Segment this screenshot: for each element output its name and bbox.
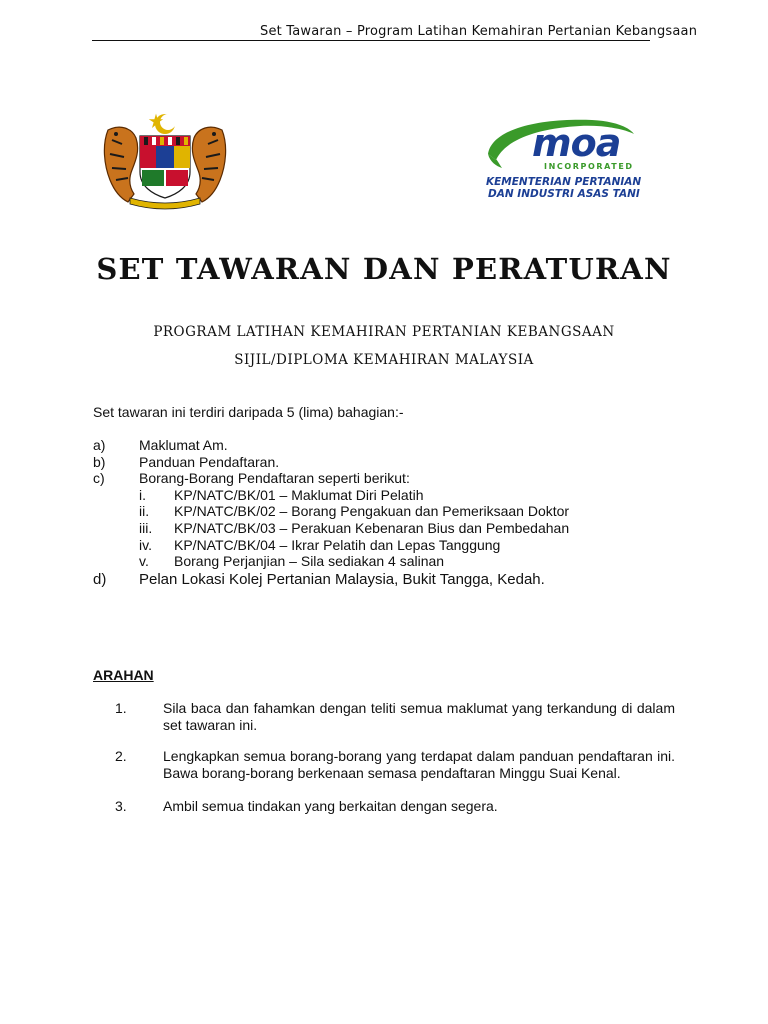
list-item-text: Maklumat Am. xyxy=(139,437,228,453)
form-marker: ii. xyxy=(139,503,150,520)
form-marker: iii. xyxy=(139,519,153,536)
form-marker: i. xyxy=(139,486,146,503)
intro-text: Set tawaran ini terdiri daripada 5 (lima) bahagian:- xyxy=(93,404,404,420)
moa-ministry-line-1: KEMENTERIAN PERTANIAN xyxy=(486,176,642,188)
moa-incorporated-logo xyxy=(482,116,642,202)
list-marker: b) xyxy=(93,453,106,470)
malaysia-coat-of-arms-icon xyxy=(100,110,230,210)
document-title: SET TAWARAN DAN PERATURAN xyxy=(96,252,672,286)
header-rule xyxy=(92,40,650,41)
running-header: Set Tawaran – Program Latihan Kemahiran Pertanian Kebangsaan xyxy=(260,24,698,39)
certificate-subtitle: SIJIL/DIPLOMA KEMAHIRAN MALAYSIA xyxy=(234,352,534,368)
list-marker: a) xyxy=(93,437,106,453)
section-heading-arahan: ARAHAN xyxy=(93,667,154,683)
form-item-text: KP/NATC/BK/04 – Ikrar Pelatih dan Lepas Tanggung xyxy=(174,536,501,553)
form-item-text: KP/NATC/BK/03 – Perakuan Kebenaran Bius dan Pembedahan xyxy=(174,519,570,536)
list-item-text: Borang-Borang Pendaftaran seperti berikut: xyxy=(139,470,410,487)
instruction-number: 2. xyxy=(115,748,127,764)
instruction-number: 1. xyxy=(115,700,127,716)
form-item-text: Borang Perjanjian – Sila sediakan 4 salinan xyxy=(174,553,445,570)
moa-wordmark: moa xyxy=(532,121,621,165)
instruction-text: Sila baca dan fahamkan dengan teliti semua maklumat yang terkandung di dalam set tawaran ini. xyxy=(163,700,675,733)
program-subtitle: PROGRAM LATIHAN KEMAHIRAN PERTANIAN KEBANGSAAN xyxy=(153,324,615,340)
form-item-text: KP/NATC/BK/02 – Borang Pengakuan dan Pemeriksaan Doktor xyxy=(174,503,570,520)
instruction-number: 3. xyxy=(115,798,127,814)
list-item-text: Pelan Lokasi Kolej Pertanian Malaysia, Bukit Tangga, Kedah. xyxy=(139,570,545,588)
moa-ministry-line-2: DAN INDUSTRI ASAS TANI xyxy=(488,188,640,200)
list-item-text: Panduan Pendaftaran. xyxy=(139,453,280,470)
list-marker: c) xyxy=(93,470,105,487)
form-marker: v. xyxy=(139,553,149,570)
instruction-text: Ambil semua tindakan yang berkaitan dengan segera. xyxy=(163,798,498,814)
form-marker: iv. xyxy=(139,536,152,553)
instruction-text: Lengkapkan semua borang-borang yang terdapat dalam panduan pendaftaran ini. Bawa borang-borang berkenaan semasa pendaftaran Minggu Suai Kenal. xyxy=(163,748,675,781)
moa-tagline: INCORPORATED xyxy=(544,162,634,171)
form-item-text: KP/NATC/BK/01 – Maklumat Diri Pelatih xyxy=(174,486,424,503)
list-marker: d) xyxy=(93,570,107,588)
